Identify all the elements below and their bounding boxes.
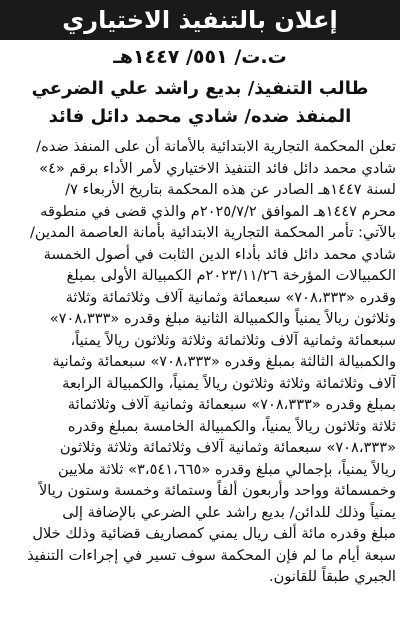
body-line: سبعمائة وثمانية آلاف وثلاثمائة وثلاثة وثلاثون ريالاً يمنياً،	[70, 331, 396, 349]
body-line: لسنة ١٤٤٧هـ الصادر عن هذه المحكمة بتاريخ الأربعاء ٧/	[65, 181, 396, 198]
body-line: محرم ١٤٤٧هـ الموافق ٢٠٢٥/٧/٢م والذي قضى في منطوقه	[40, 202, 396, 220]
body-line: ثلاثة وثلاثون ريالاً يمنياً، والكمبيالة الخامسة بمبلغ وقدره	[67, 417, 396, 435]
body-line: والكمبيالة الثالثة بمبلغ وقدره «٧٠٨،٣٣٣» سبعمائة وثمانية	[52, 353, 396, 370]
body-line: الكمبيالات المؤرخة ٢٠٢٣/١١/٢٦م الكمبيالة الأولى بمبلغ	[66, 267, 396, 284]
body-line: «٧٠٨،٣٣٣» سبعمائة وثمانية آلاف وثلاثمائة وثلاثة وثلاثون	[59, 439, 396, 456]
body-line: وثلاثون ريالاً يمنياً والكمبيالة الثانية مبلغ وقدره «٧٠٨،٣٣٣»	[49, 310, 396, 327]
body-line: سبعة أيام ما لم فإن المحكمة سوف تسير في إجراءات التنفيذ	[27, 546, 396, 564]
body-line: شادي محمد دائل فائد بأداء الدين الثابت في أصول الخمسة	[43, 245, 396, 263]
body-line: ريالاً يمنياً، بإجمالي مبلغ وقدره «٣،٥٤١،٦٦٥» ثلاثة ملايين	[58, 460, 396, 478]
case-reference: ت.ت/ ٥٥١/ ١٤٤٧هـ	[113, 46, 287, 68]
body-line: آلاف وثلاثمائة وثلاثة وثلاثون ريالاً يمنياً، والكمبيالة الرابعة	[62, 374, 396, 392]
defendant-line: المنفذ ضده/ شادي محمد دائل فائد	[48, 106, 352, 127]
body-line: مبلغ وقدره مائة ألف ريال يمني كمصاريف قضائية وذلك خلال	[32, 525, 396, 542]
body-line: وخمسمائة وواحد وأربعون ألفاً وستمائة وخمسة وستون ريالاً	[38, 482, 396, 499]
body-line: الجبري طبقاً للقانون.	[269, 568, 396, 585]
plaintiff-line: طالب التنفيذ/ بديع راشد علي الضرعي	[31, 78, 369, 99]
announcement-body	[4, 136, 396, 588]
body-line: بمبلغ وقدره «٧٠٨،٣٣٣» سبعمائة وثمانية آلاف وثلاثمائة	[67, 396, 396, 413]
body-line: وقدره «٧٠٨،٣٣٣» سبعمائة وثمانية آلاف وثلاثمائة وثلاثة	[65, 288, 396, 306]
announcement-title: إعلان بالتنفيذ الاختياري	[0, 0, 400, 40]
body-line: يمنياً وذلك للدائن/ بديع راشد علي الضرعي بالإضافة إلى	[62, 503, 396, 521]
body-line: تعلن المحكمة التجارية الابتدائية بالأمانة أن على المنفذ ضده/	[36, 138, 396, 155]
body-line: بالآتي: تأمر المحكمة التجارية الابتدائية بأمانة العاصمة المدين/	[29, 224, 396, 241]
body-line: شادي محمد دائل فائد التنفيذ الاختياري لأمر الأداء برقم «٤»	[39, 159, 396, 177]
